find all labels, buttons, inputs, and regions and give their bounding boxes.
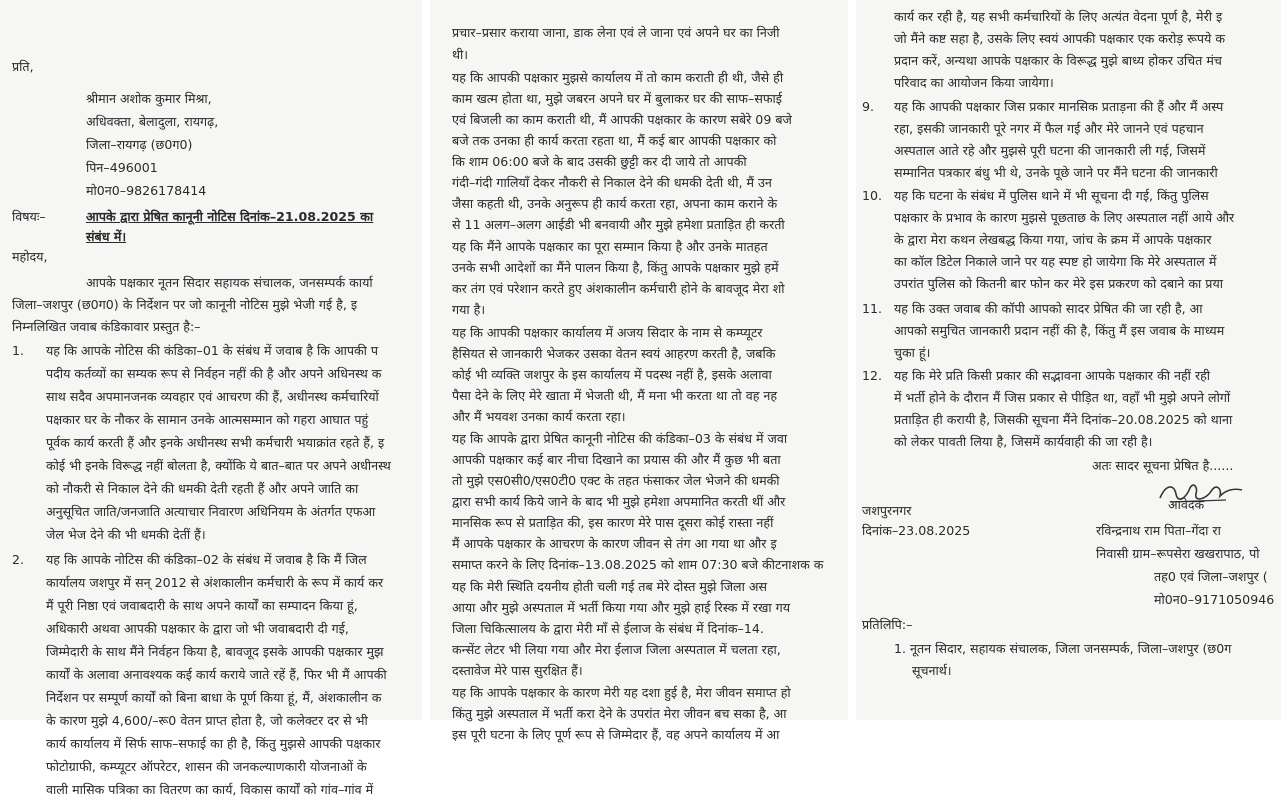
text-line: जिला–रायगढ़ (छ0ग0)	[86, 137, 193, 152]
text-line: कन्सेंट लेटर भी लिया गया और मेरा ईलाज जिला अस्पताल में चलता रहा,	[452, 642, 781, 657]
text-line: प्रताड़ित ही करायी है, जिसकी सूचना मैंने दिनांक–20.08.2025 को थाना	[894, 412, 1233, 427]
text-line: यह कि उक्त जवाब की कॉपी आपको सादर प्रेषित की जा रही है, आ	[894, 301, 1203, 316]
text-line: आपको समुचित जानकारी प्रदान नहीं की है, किंतु मैं इस जवाब के माध्यम	[894, 323, 1225, 338]
text-line: मानसिक रूप से प्रताड़ित की, इस कारण मेरे पास दूसरा कोई रास्ता नहीं	[452, 515, 774, 530]
text-line: कार्य कर रही है, यह सभी कर्मचारियों के लिए अत्यंत वेदना पूर्ण है, मेरी इ	[894, 9, 1223, 24]
text-line: अस्पताल आते रहे और मुझसे पूरी घटना की जानकारी ली गई, जिसमें	[894, 143, 1206, 158]
text-line: समाप्त करने के लिए दिनांक–13.08.2025 को शाम 07:30 बजे कीटनाशक क	[452, 557, 824, 572]
text-line: उनके सभी आदेशों का मैंने पालन किया है, किंतु आपके पक्षकार मुझे हमें	[452, 260, 779, 275]
text-line: जिला–जशपुर (छ0ग0) के निर्देशन पर जो कानूनी नोटिस मुझे भेजी गई है, इ	[12, 297, 358, 312]
copy-to-item: सूचनार्थ।	[912, 663, 952, 678]
applicant-label: आवेदक	[1168, 497, 1205, 512]
text-line: आपकी पक्षकार कई बार नीचा दिखाने का प्रयास की और मैं कुछ भी बता	[452, 452, 781, 467]
text-line: गया है।	[452, 302, 486, 317]
para-number: 11.	[862, 301, 883, 316]
text-line: पदीय कर्तव्यों का सम्यक रूप से निर्वहन नहीं की है और अपने अधिनस्थ क	[46, 366, 382, 381]
para-number: 1.	[12, 343, 25, 358]
text-line: महोदय,	[12, 249, 48, 264]
text-line: कोई भी व्यक्ति जशपुर के इस कार्यालय में पदस्थ नहीं है, इसके अलावा	[452, 367, 772, 382]
text-line: यह कि आपके द्वारा प्रेषित कानूनी नोटिस की कंडिका–03 के संबंध में जवा	[452, 431, 788, 446]
text-line: रहा, इसकी जानकारी पूरे नगर में फैल गई और मेरे जानने एवं पहचान	[894, 121, 1204, 136]
applicant-address: निवासी ग्राम–रूपसेरा खखरापाठ, पो	[1096, 546, 1260, 561]
text-line: पिन–496001	[86, 160, 158, 175]
text-line: पैसा देने के लिए मेरे खाता में भेजती थी, मैं मना भी करता था तो वह नह	[452, 388, 778, 403]
text-line: आपके पक्षकार नूतन सिदार सहायक संचालक, जनसम्पर्क कार्या	[86, 275, 373, 290]
text-line: कार्य कार्यालय में सिर्फ साफ–सफाई का ही है, किंतु मुझसे आपकी पक्षकार	[46, 736, 381, 751]
text-line: पक्षकार घर के नौकर के सामान उनके आत्मसम्मान को गहरा आघात पहुं	[46, 412, 369, 427]
text-line: यह कि मैंने आपके पक्षकार का पूरा सम्मान किया है और उनके मातहत	[452, 239, 768, 254]
text-line: के कारण मुझे 4,600/–रू0 वेतन प्राप्त होता है, जो कलेक्टर दर से भी	[46, 713, 368, 728]
text-line: द्वारा सभी कार्य किये जाने के बाद भी मुझे हमेशा अपमानित करती थीं और	[452, 494, 786, 509]
text-line: निर्देशन पर सम्पूर्ण कार्यों को बिना बाधा के पूर्ण किया हूं, मैं, अंशकालीन क	[46, 690, 382, 705]
text-line: उपरांत पुलिस को कितनी बार फोन कर मेरे इस प्रकरण को दबाने का प्रया	[894, 276, 1224, 291]
applicant-mobile: मो0न0–9171050946	[1154, 592, 1275, 607]
text-line: काम खत्म होता था, मुझे जबरन अपने घर में बुलाकर घर की साफ–सफाई	[452, 91, 782, 106]
text-line: किंतु मुझे अस्पताल में भर्ती करा देने के उपरांत मेरा जीवन बच सका है, आ	[452, 706, 787, 721]
text-line: थी।	[452, 47, 469, 62]
para-number: 2.	[12, 552, 25, 567]
text-line: प्रदान करें, अन्यथा आपके पक्षकार के विरूद्ध मुझे बाध्य होकर उचित मंच	[894, 53, 1222, 68]
text-line: यह कि आपके पक्षकार के कारण मेरी यह दशा हुई है, मेरा जीवन समाप्त हो	[452, 685, 791, 700]
subject-line: आपके द्वारा प्रेषित कानूनी नोटिस दिनांक–21.08.2025 का	[86, 209, 374, 224]
text-line: मैं आपके पक्षकार के आचरण के कारण जीवन से तंग आ गया था और इ	[452, 536, 777, 551]
letter-page-2	[430, 0, 848, 742]
text-line: अधिकारी अथवा आपकी पक्षकार के द्वारा जो भी जवाबदारी दी गई,	[46, 621, 349, 636]
text-line: मैं पूरी निष्ठा एवं जवाबदारी के साथ अपने कार्यों का सम्पादन किया हूं,	[46, 598, 358, 613]
text-line: प्रचार–प्रसार कराया जाना, डाक लेना एवं ले जाना एवं अपने घर का निजी	[452, 25, 780, 40]
text-line: वाली मासिक पत्रिका का वितरण का कार्य, विकास कार्यों को गांव–गांव में	[46, 782, 374, 797]
text-line: निम्नलिखित जवाब कंडिकावार प्रस्तुत है:–	[12, 319, 201, 334]
text-line: यह कि आपकी पक्षकार मुझसे कार्यालय में तो काम कराती ही थी, जैसे ही	[452, 70, 784, 85]
text-line: इस पूरी घटना के लिए पूर्ण रूप से जिम्मेदार हैं, वह अपने कार्यालय में आ	[452, 727, 780, 742]
text-line: और मैं भयवश उनका कार्य करता रहा।	[452, 409, 626, 424]
subject-line: संबंध में।	[86, 229, 127, 244]
text-line: अनुसूचित जाति/जनजाति अत्याचार निवारण अधिनियम के अंतर्गत एफआ	[46, 504, 376, 519]
text-line: तो मुझे एस0सी0/एस0टी0 एक्ट के तहत फंसाकर जेल भेजने की धमकी	[452, 473, 780, 488]
text-line: को लेकर पावती लिया है, जिसमें कार्यवाही की जा रही है।	[894, 434, 1153, 449]
text-line: जिला चिकित्सालय के द्वारा मेरी माँ से ईलाज के संबंध में दिनांक–14.	[452, 621, 764, 636]
text-line: कार्यों के अलावा अनावश्यक कई कार्य कराये जाते रहें हैं, फिर भी मैं आपकी	[46, 667, 387, 682]
text-line: विषयः–	[12, 209, 46, 224]
text-line: अधिवक्ता, बेलादुला, रायगढ़,	[86, 114, 219, 129]
text-line: यह कि आपके नोटिस की कंडिका–01 के संबंध में जवाब है कि आपकी प	[46, 343, 379, 358]
text-line: यह कि आपके नोटिस की कंडिका–02 के संबंध में जवाब है कि मैं जिल	[46, 552, 367, 567]
letter-page-1	[0, 0, 422, 797]
text-line: हैसियत से जानकारी भेजकर उसका वेतन स्वयं आहरण करती है, जबकि	[452, 346, 776, 361]
text-line: जैसा कहती थी, उनके अनुरूप ही कार्य करता रहा, अपना काम कराने के	[452, 196, 778, 211]
applicant-district: तह0 एवं जिला–जशपुर (	[1154, 569, 1268, 584]
text-line: कोई भी इनके विरूद्ध नहीं बोलता है, क्योंकि ये बात–बात पर अपने अधीनस्थ	[46, 458, 391, 473]
text-line: पक्षकार के प्रभाव के कारण मुझसे पूछताछ के लिए अस्पताल नहीं आये और	[894, 210, 1235, 225]
text-line: यह कि मेरी स्थिति दयनीय होती चली गई तब मेरे दोस्त मुझे जिला अस	[452, 579, 767, 594]
text-line: से 11 अलग–अलग आईडी भी बनवायी और मुझे हमेशा प्रताड़ित ही करती	[452, 217, 785, 232]
text-line: साथ सदैव अपमानजनक व्यवहार एवं आचरण की हैं, अधीनस्थ कर्मचारियों	[46, 389, 379, 404]
text-line: जो मैंने कष्ट सहा है, उसके लिए स्वयं आपकी पक्षकार एक करोड़ रूपये क	[894, 31, 1226, 46]
copy-to-item: 1. नूतन सिदार, सहायक संचालक, जिला जनसम्पर्क, जिला–जशपुर (छ0ग	[894, 641, 1232, 656]
text-line: पूर्वक कार्य करती हैं और इनके अधीनस्थ सभी कर्मचारी भयाक्रांत रहते हैं, इ	[46, 435, 385, 450]
text-line: जिम्मेदारी के साथ मैंने निर्वहन किया है, बावजूद इसके आपकी पक्षकार मुझ	[46, 644, 384, 659]
text-line: के द्वारा मेरा कथन लेखबद्ध किया गया, जांच के क्रम में आपके पक्षकार	[894, 232, 1212, 247]
text-line: प्रति,	[12, 59, 34, 74]
applicant-name: रविन्द्रनाथ राम पिता–गेंदा रा	[1096, 523, 1221, 538]
page-gap	[422, 0, 430, 720]
text-line: दस्तावेज मेरे पास सुरक्षित हैं।	[452, 663, 583, 678]
para-number: 12.	[862, 368, 883, 383]
text-line: यह कि घटना के संबंध में पुलिस थाने में भी सूचना दी गई, किंतु पुलिस	[894, 188, 1209, 203]
date-text: दिनांक–23.08.2025	[862, 523, 971, 538]
text-line: गंदी–गंदी गालियाँ देकर नौकरी से निकाल देने की धमकी देती थी, मैं उन	[452, 175, 772, 190]
text-line: कि शाम 06:00 बजे के बाद उसकी छुट्टी कर दी जाये तो आपकी	[452, 154, 747, 169]
text-line: मो0न0–9826178414	[86, 183, 207, 198]
text-line: को नौकरी से निकाल देने की धमकी देती रहती हैं और अपने जाति का	[46, 481, 359, 496]
page-gap	[848, 0, 856, 720]
place-text: जशपुरनगर	[862, 503, 912, 518]
text-line: कर तंग एवं परेशान करते हुए अंशकालीन कर्मचारी होने के बावजूद मेरा शो	[452, 281, 785, 296]
text-line: चुका हूं।	[894, 345, 931, 360]
para-number: 10.	[862, 188, 883, 203]
text-line: श्रीमान अशोक कुमार मिश्रा,	[86, 91, 212, 106]
text-line: का कॉल डिटेल निकाले जाने पर यह स्पष्ट हो जायेगा कि मेरे अस्पताल में	[894, 254, 1217, 269]
para-number: 9.	[862, 99, 875, 114]
text-line: यह कि मेरे प्रति किसी प्रकार की सद्भावना आपके पक्षकार की नहीं रही	[894, 368, 1211, 383]
text-line: बजे तक उनका ही कार्य करता रहता था, मैं कई बार आपकी पक्षकार को	[452, 133, 777, 148]
copy-to-label: प्रतिलिपि:–	[862, 617, 913, 632]
text-line: सम्मानित पत्रकार बंधु भी थे, उनके पूछे जाने पर मैंने घटना की जानकारी	[894, 165, 1218, 180]
text-line: में भर्ती होने के दौरान मैं जिस प्रकार से पीड़ित था, वहाँ भी मुझे अपने लोगों	[894, 390, 1231, 405]
text-line: परिवाद का आयोजन किया जायेगा।	[894, 75, 1054, 90]
text-line: यह कि आपकी पक्षकार कार्यालय में अजय सिदार के नाम से कम्प्यूटर	[452, 325, 763, 340]
text-line: यह कि आपकी पक्षकार जिस प्रकार मानसिक प्रताड़ना की हैं और मैं अस्प	[894, 99, 1224, 114]
closing-line: अतः सादर सूचना प्रेषित है......	[1092, 458, 1234, 473]
text-line: जेल भेज देने की भी धमकी देतीं हैं।	[46, 527, 206, 542]
text-line: फोटोग्राफी, कम्प्यूटर ऑपरेटर, शासन की जनकल्याणकारी योजनाओं के	[46, 759, 367, 774]
text-line: एवं बिजली का काम कराती थी, मैं आपकी पक्षकार के कारण सबेरे 09 बजे	[452, 112, 792, 127]
text-line: कार्यालय जशपुर में सन् 2012 से अंशकालीन कर्मचारी के रूप में कार्य कर	[46, 575, 384, 590]
letter-page-3	[856, 0, 1281, 720]
text-line: आया और मुझे अस्पताल में भर्ती किया गया और मुझे हाई रिस्क में रखा गय	[452, 600, 791, 615]
